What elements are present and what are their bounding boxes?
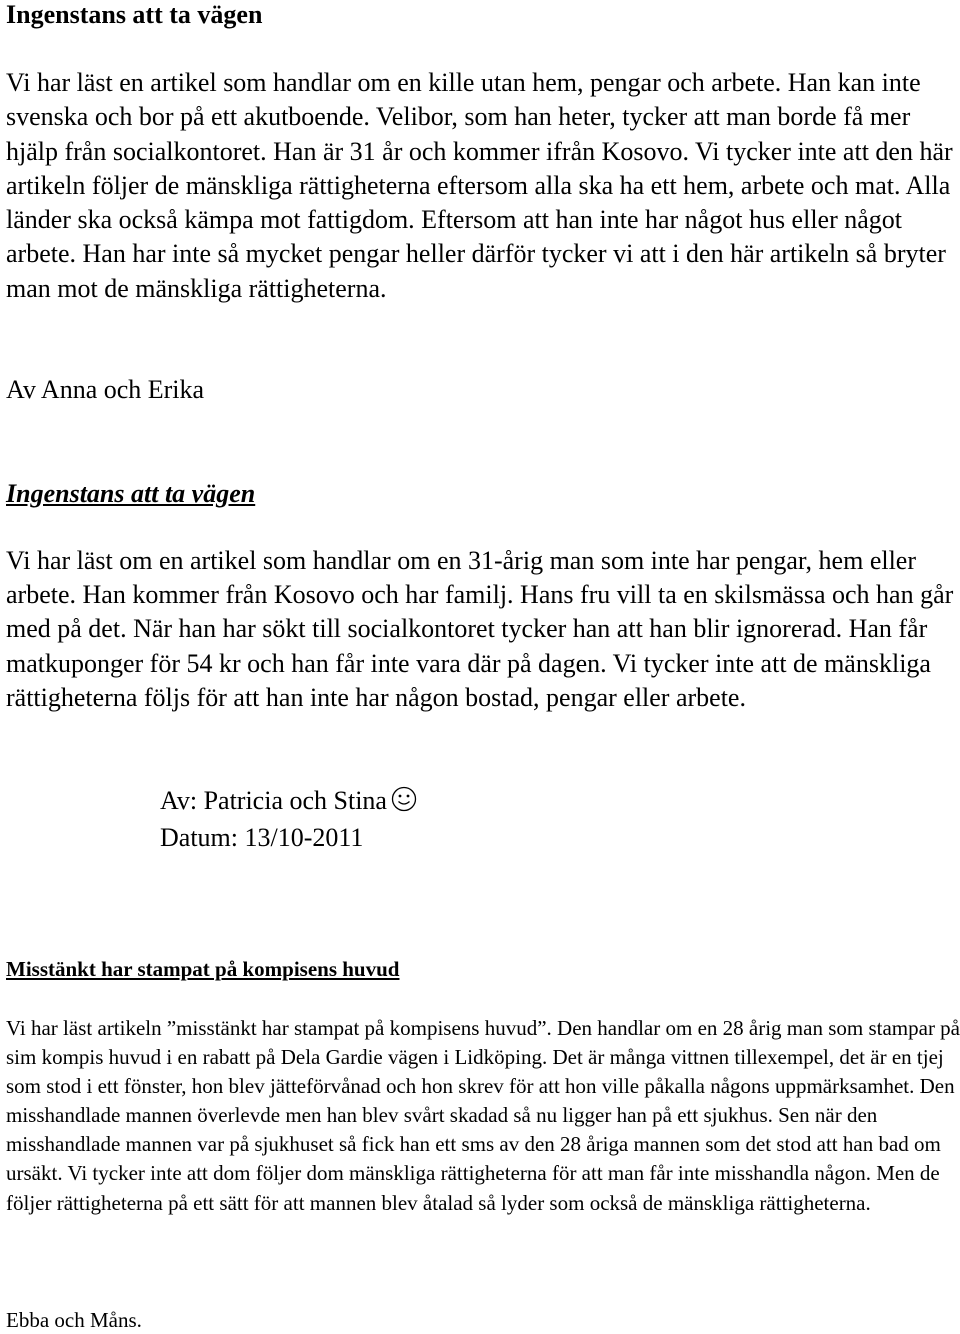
article-2-signoff	[160, 784, 417, 855]
article-3-title: Misstänkt har stampat på kompisens huvud	[6, 957, 400, 981]
article-2-author-line	[160, 784, 417, 821]
article-2-body: Vi har läst om en artikel som handlar om en 31-årig man som inte har pengar, hem eller arbete. Han kommer från Kosovo och har familj. Hans fru vill ta en skilsmässa och han går med på det. När han har sökt till socialkontoret tycker han att han blir ignorerad. Han får matkuponger för 54 kr och han får inte vara där på dagen. Vi tycker inte att de mänskliga rättigheterna följs för att han inte har någon bostad, pengar eller arbete.	[6, 546, 954, 712]
article-1-author: Av Anna och Erika	[6, 375, 205, 404]
article-1-title: Ingenstans att ta vägen	[6, 0, 263, 29]
article-3-body: Vi har läst artikeln ”misstänkt har stampat på kompisens huvud”. Den handlar om en 28 årig man som stampar på sim kompis huvud i en rabatt på Dela Gardie vägen i Lidköping. Det är många vittnen tillexempel, det är en tjej som stod i ett fönster, hon blev jätteförvånad och hon skrev för att hon ville påkalla någons uppmärksamhet. Den misshandlade mannen överlevde men han blev svårt skadad så nu ligger han på ett sjukhus. Sen när den misshandlade mannen var på sjukhuset så fick han ett sms av den 28 åriga mannen som det stod att han bad om ursäkt. Vi tycker inte att dom följer dom mänskliga rättigheterna för att man får inte misshandla någon. Men de följer rättigheterna på ett sätt för att mannen blev åtalad så lyder som också de mänskliga rättigheterna.	[6, 1016, 960, 1215]
article-1-body: Vi har läst en artikel som handlar om en kille utan hem, pengar och arbete. Han kan inte svenska och bor på ett akutboende. Velibor, som han heter, tycker att man borde få mer hjälp från socialkontoret. Han är 31 år och kommer ifrån Kosovo. Vi tycker inte att den här artikeln följer de mänskliga rättigheterna eftersom alla ska ha ett hem, arbete och mat. Alla länder ska också kämpa mot fattigdom. Eftersom att han inte har något hus eller något arbete. Han har inte så mycket pengar heller därför tycker vi att i den här artikeln så bryter man mot de mänskliga rättigheterna.	[6, 68, 953, 303]
article-2-author: Av: Patricia och Stina	[160, 786, 387, 815]
smiley-face-icon	[391, 786, 417, 821]
article-2-date: Datum: 13/10-2011	[160, 823, 364, 852]
article-3-author: Ebba och Måns.	[6, 1308, 142, 1332]
article-2-title: Ingenstans att ta vägen	[6, 479, 256, 508]
